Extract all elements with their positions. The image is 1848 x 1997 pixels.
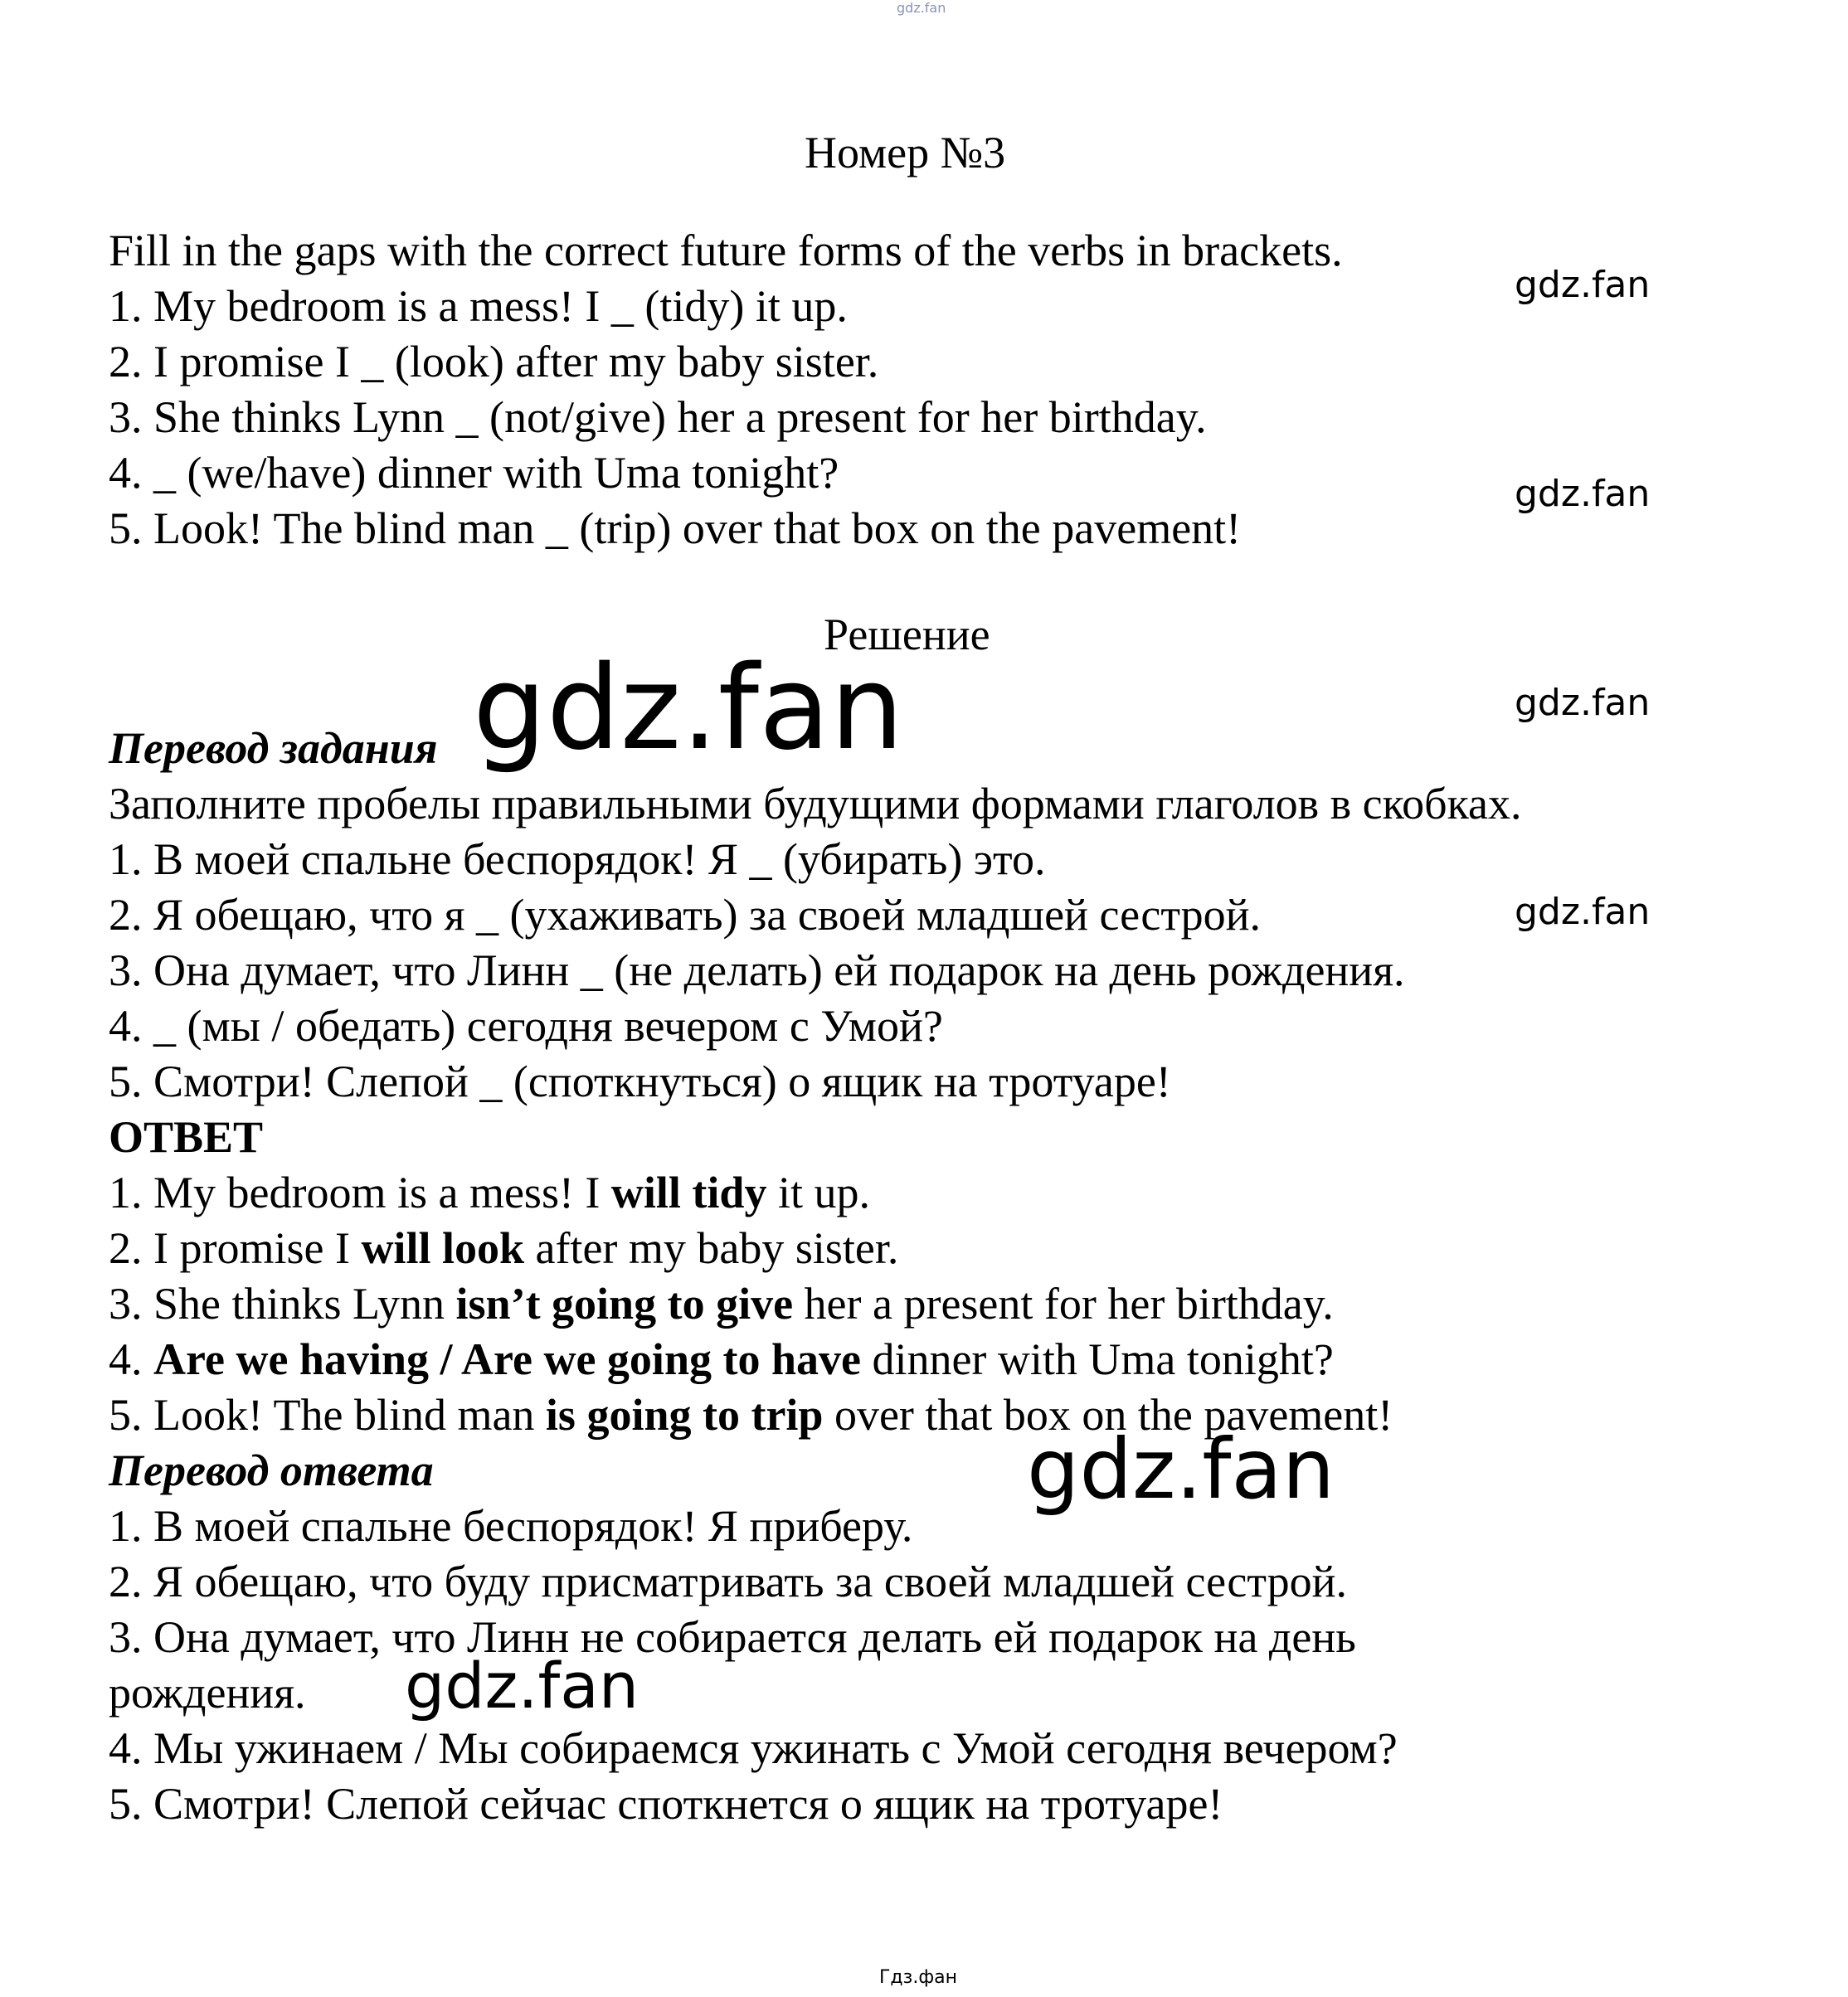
- answer-bold: Are we having / Are we going to have: [153, 1334, 861, 1384]
- answer-bold: is going to trip: [545, 1390, 824, 1440]
- answer-text: dinner with Uma tonight?: [860, 1334, 1334, 1384]
- answer-text: over that box on the pavement!: [823, 1390, 1393, 1440]
- side-watermark: gdz.fan: [1515, 682, 1651, 724]
- answer-translation-heading: Перевод ответа: [109, 1446, 434, 1495]
- answer-text: 4.: [109, 1334, 153, 1384]
- answer-translation-item: 5. Смотри! Слепой сейчас споткнется о ящик на тротуаре!: [109, 1779, 1223, 1829]
- answer-translation-item: 1. В моей спальне беспорядок! Я приберу.: [109, 1501, 913, 1551]
- answer-text: 3. She thinks Lynn: [109, 1279, 456, 1329]
- medium-watermark: gdz.fan: [1027, 1421, 1335, 1518]
- answer-item: [109, 1334, 1334, 1384]
- page-title: Номер №3: [805, 128, 1006, 177]
- side-watermark: gdz.fan: [1515, 264, 1651, 306]
- task-item: 5. Look! The blind man _ (trip) over that box on the pavement!: [109, 503, 1242, 553]
- task-instruction: Fill in the gaps with the correct future forms of the verbs in brackets.: [109, 226, 1343, 275]
- big-watermark: gdz.fan: [473, 641, 904, 776]
- answer-item: [109, 1279, 1334, 1329]
- translation-item: 2. Я обещаю, что я _ (ухаживать) за своей младшей сестрой.: [109, 890, 1262, 940]
- footer-watermark: Гдз.фан: [879, 1967, 957, 1988]
- solution-heading: Решение: [824, 610, 990, 659]
- answer-text: 1. My bedroom is a mess! I: [109, 1168, 611, 1217]
- translation-instruction: Заполните пробелы правильными будущими формами глаголов в скобках.: [109, 779, 1522, 828]
- task-item: 2. I promise I _ (look) after my baby sister.: [109, 337, 879, 386]
- translation-heading: Перевод задания: [109, 723, 438, 773]
- medium-watermark: gdz.fan: [405, 1649, 640, 1722]
- answer-item: [109, 1170, 870, 1215]
- answer-item: [109, 1223, 899, 1273]
- side-watermark: gdz.fan: [1515, 891, 1651, 933]
- answer-translation-item: 4. Мы ужинаем / Мы собираемся ужинать с Умой сегодня вечером?: [109, 1723, 1398, 1773]
- answer-bold: isn’t going to give: [455, 1279, 794, 1329]
- answer-translation-item: 2. Я обещаю, что буду присматривать за своей младшей сестрой.: [109, 1557, 1348, 1606]
- task-item: 1. My bedroom is a mess! I _ (tidy) it up.: [109, 281, 848, 331]
- side-watermark: gdz.fan: [1515, 473, 1651, 515]
- answer-heading: ОТВЕТ: [109, 1112, 264, 1162]
- answer-text: 2. I promise I: [109, 1223, 362, 1273]
- task-item: 3. She thinks Lynn _ (not/give) her a present for her birthday.: [109, 392, 1207, 442]
- answer-translation-item: 3. Она думает, что Линн не собирается делать ей подарок на день: [109, 1612, 1356, 1662]
- answer-text: her a present for her birthday.: [793, 1279, 1334, 1329]
- translation-item: 5. Смотри! Слепой _ (споткнуться) о ящик на тротуаре!: [109, 1057, 1171, 1106]
- answer-translation-item: рождения.: [109, 1668, 306, 1718]
- answer-text: 5. Look! The blind man: [109, 1390, 546, 1440]
- answer-text: after my baby sister.: [523, 1223, 899, 1273]
- answer-text: it up.: [766, 1168, 870, 1217]
- answer-bold: will look: [361, 1223, 524, 1273]
- task-item: 4. _ (we/have) dinner with Uma tonight?: [109, 448, 839, 498]
- translation-item: 4. _ (мы / обедать) сегодня вечером с Умой?: [109, 1001, 943, 1051]
- answer-bold: will tidy: [610, 1168, 767, 1217]
- translation-item: 1. В моей спальне беспорядок! Я _ (убирать) это.: [109, 834, 1046, 884]
- header-watermark: gdz.fan: [897, 0, 946, 16]
- translation-item: 3. Она думает, что Линн _ (не делать) ей подарок на день рождения.: [109, 945, 1405, 995]
